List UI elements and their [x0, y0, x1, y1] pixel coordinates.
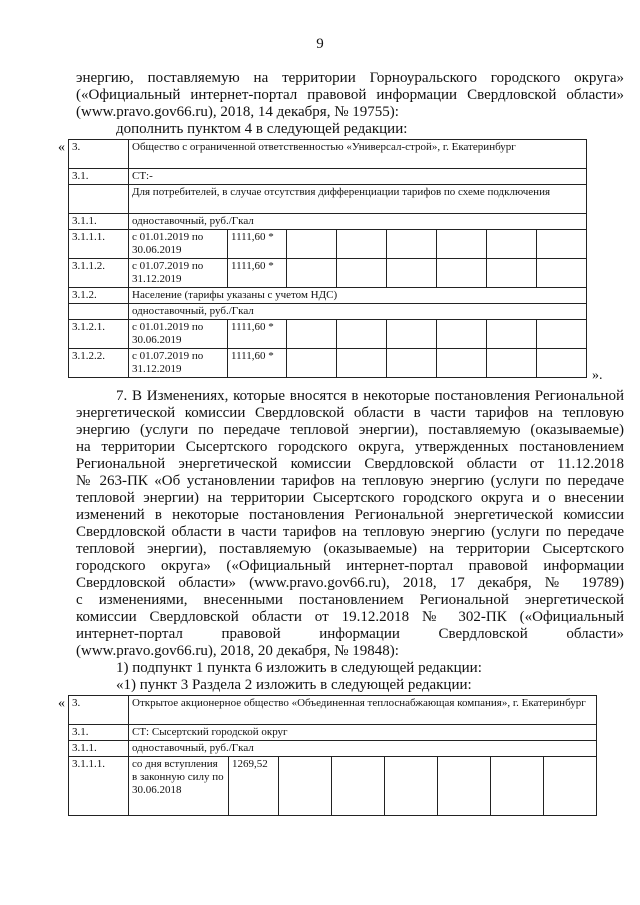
main-line-8: изменений в некоторые постановления Региональной энергетической комиссии: [76, 507, 624, 523]
main-line-11: городского округа» («Официальный интернет-портал правовой информации: [76, 558, 624, 574]
main-line-10: тепловой энергии), поставляемую (оказываемые) на территории Сысертского: [76, 541, 624, 557]
table-row: [69, 757, 597, 816]
tariff-value: 1111,60 *: [228, 259, 287, 288]
main-line-5: Региональной энергетической комиссии Свердловской области от 11.12.2018: [76, 456, 624, 472]
row-number: 3.1.1.1.: [69, 230, 129, 259]
row-number: 3.1.1.2.: [69, 259, 129, 288]
row-number: 3.1.2.1.: [69, 320, 129, 349]
period: со дня вступления в законную силу по 30.06.2018: [129, 757, 229, 816]
system-label: СТ:-: [129, 169, 587, 185]
table-row: [69, 230, 587, 259]
tariff-value: 1111,60 *: [228, 320, 287, 349]
tariff-table-1: [68, 139, 587, 378]
tariff-value: 1269,52: [229, 757, 279, 816]
row-number: 3.: [69, 696, 129, 725]
table2-open-quote: «: [58, 696, 65, 711]
tariff-value: 1111,60 *: [228, 230, 287, 259]
main-line-2: энергетической комиссии Свердловской области в части тарифов на тепловую: [76, 405, 624, 421]
consumer-group: Население (тарифы указаны с учетом НДС): [129, 288, 587, 304]
main-line-1: 7. В Изменениях, которые вносятся в некоторые постановления Региональной: [116, 388, 624, 404]
page-number: 9: [316, 36, 324, 52]
main-line-12: Свердловской области» (www.pravo.gov66.ru), 2018, 17 декабря, № 19789): [76, 575, 624, 591]
main-line-14: комиссии Свердловской области от 19.12.2018 № 302-ПК («Официальный: [76, 609, 624, 625]
main-line-7: тепловой энергии) на территории Сысертского городского округа и о внесении: [76, 490, 624, 506]
main-line-15: интернет-портал правовой информации Свердловской области»: [76, 626, 624, 642]
table-row: [69, 696, 597, 725]
intro-line-2: («Официальный интернет-портал правовой информации Свердловской области»: [76, 87, 624, 103]
row-number: 3.1.2.2.: [69, 349, 129, 378]
period: с 01.07.2019 по 31.12.2019: [129, 349, 228, 378]
table-row: [69, 259, 587, 288]
tariff-table-2: [68, 695, 597, 816]
intro-line-3: (www.pravo.gov66.ru), 2018, 14 декабря, № 19755):: [76, 104, 399, 120]
supplement-instruction: дополнить пунктом 4 в следующей редакции:: [116, 121, 408, 137]
row-number: 3.: [69, 140, 129, 169]
main-line-13: с изменениями, внесенными постановлением Региональной энергетической: [76, 592, 624, 608]
main-line-6: № 263-ПК «Об установлении тарифов на тепловую энергию (услуги по передаче: [76, 473, 624, 489]
table-row: [69, 320, 587, 349]
subpoint-instruction: 1) подпункт 1 пункта 6 изложить в следующей редакции:: [116, 660, 482, 676]
row-number: 3.1.1.: [69, 214, 129, 230]
table-row: [69, 288, 587, 304]
main-line-3: энергию (услуги по передаче тепловой энергии), поставляемую (оказываемые): [76, 422, 624, 438]
row-number: 3.1.1.: [69, 741, 129, 757]
org-name: Открытое акционерное общество «Объединенная теплоснабжающая компания», г. Екатеринбург: [129, 696, 597, 725]
table-row: [69, 214, 587, 230]
tariff-type: одноставочный, руб./Гкал: [129, 741, 597, 757]
system-label: СТ: Сысертский городской округ: [129, 725, 597, 741]
period: с 01.01.2019 по 30.06.2019: [129, 230, 228, 259]
table-row: [69, 741, 597, 757]
consumer-group: Для потребителей, в случае отсутствия дифференциации тарифов по схеме подключения: [129, 185, 587, 214]
org-name: Общество с ограниченной ответственностью «Универсал-строй», г. Екатеринбург: [129, 140, 587, 169]
main-line-16: (www.pravo.gov66.ru), 2018, 20 декабря, № 19848):: [76, 643, 399, 659]
row-number: 3.1.2.: [69, 288, 129, 304]
table-row: [69, 725, 597, 741]
main-line-4: на территории Сысертского городского округа, утвержденных постановлением: [76, 439, 624, 455]
table-row: [69, 185, 587, 214]
period: с 01.07.2019 по 31.12.2019: [129, 259, 228, 288]
main-line-9: Свердловской области в части тарифов на тепловую энергию (услуги по передаче: [76, 524, 624, 540]
tariff-type: одноставочный, руб./Гкал: [129, 304, 587, 320]
row-number: 3.1.: [69, 725, 129, 741]
table-row: [69, 349, 587, 378]
tariff-type: одноставочный, руб./Гкал: [129, 214, 587, 230]
row-number: 3.1.: [69, 169, 129, 185]
subpoint2-instruction: «1) пункт 3 Раздела 2 изложить в следующей редакции:: [116, 677, 472, 693]
row-number: 3.1.1.1.: [69, 757, 129, 816]
period: с 01.01.2019 по 30.06.2019: [129, 320, 228, 349]
row-number: [69, 185, 129, 214]
tariff-value: 1111,60 *: [228, 349, 287, 378]
row-number: [69, 304, 129, 320]
table-row: [69, 140, 587, 169]
table-row: [69, 304, 587, 320]
table1-open-quote: «: [58, 140, 65, 155]
table-row: [69, 169, 587, 185]
table1-close-quote: ».: [592, 368, 603, 383]
intro-line-1: энергию, поставляемую на территории Горноуральского городского округа»: [76, 70, 624, 86]
